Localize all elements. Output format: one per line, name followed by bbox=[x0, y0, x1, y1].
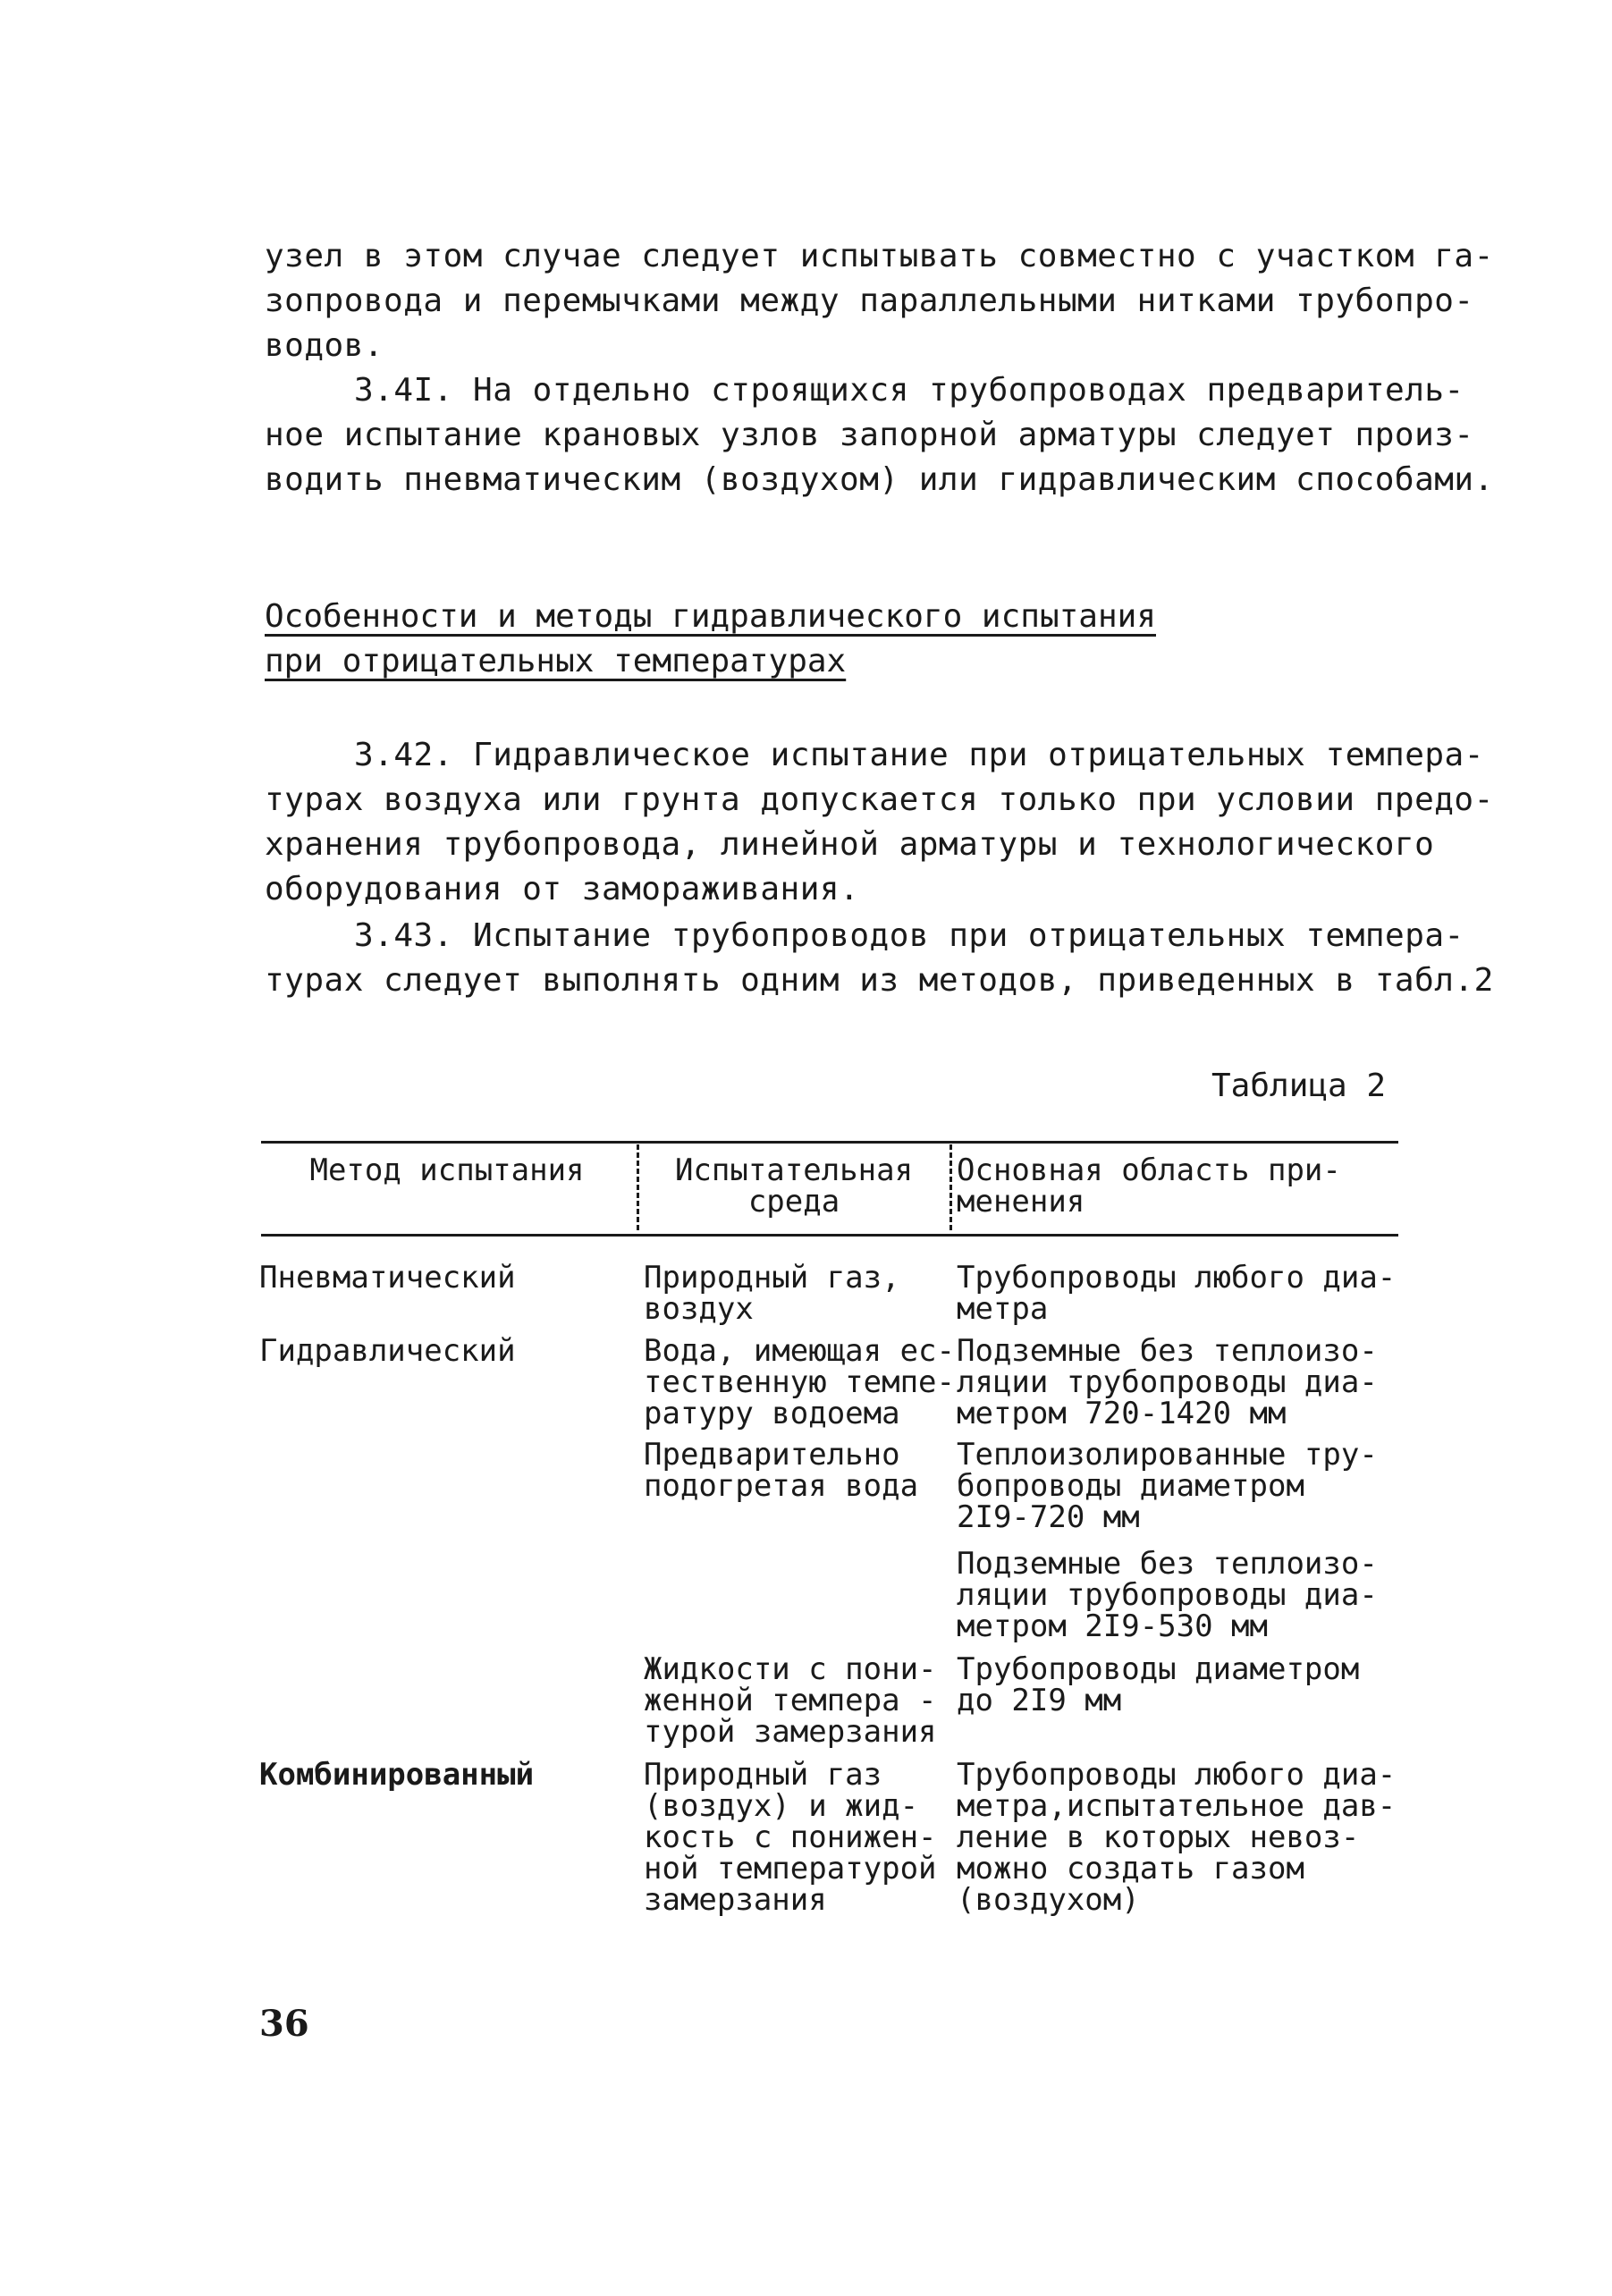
table-header-rule bbox=[261, 1234, 1398, 1237]
table-caption: Таблица 2 bbox=[1211, 1068, 1387, 1104]
table-cell-scope: Трубопроводы диаметром до 2I9 мм bbox=[957, 1651, 1360, 1718]
text-line: 3.42. Гидравлическое испытание при отрицательных темпера- bbox=[354, 737, 1484, 773]
table-cell-medium: Вода, имеющая ес- тественную темпе- ратуру водоема bbox=[644, 1333, 955, 1431]
text-line: водов. bbox=[265, 327, 384, 364]
section-heading: Особенности и методы гидравлического испытания bbox=[265, 598, 1156, 635]
text-line: узел в этом случае следует испытывать совместно с участком га- bbox=[265, 238, 1494, 274]
table-header-method: Метод испытания bbox=[309, 1152, 585, 1188]
table-cell-medium: Природный газ, воздух bbox=[644, 1260, 900, 1327]
text-line: турах воздуха или грунта допускается только при условии предо- bbox=[265, 781, 1494, 818]
text-line: хранения трубопровода, линейной арматуры и технологического bbox=[265, 826, 1435, 863]
table-cell-method: Комбинированный bbox=[259, 1757, 535, 1793]
column-separator bbox=[637, 1144, 639, 1230]
page-number: 36 bbox=[259, 2003, 309, 2045]
table-top-rule bbox=[261, 1141, 1398, 1144]
table-cell-medium: Природный газ (воздух) и жид- кость с понижен- ной температурой замерзания bbox=[644, 1757, 937, 1918]
text-line: зопровода и перемычками между параллельными нитками трубопро- bbox=[265, 283, 1474, 319]
table-cell-scope: Теплоизолированные тру- бопроводы диаметром 2I9-720 мм bbox=[957, 1437, 1378, 1535]
text-line: ное испытание крановых узлов запорной арматуры следует произ- bbox=[265, 417, 1474, 453]
table-header-scope: Основная область при- менения bbox=[957, 1152, 1341, 1220]
table-header-medium: Испытательная среда bbox=[674, 1152, 914, 1220]
table-cell-scope: Подземные без теплоизо- ляции трубопроводы диа- метром 2I9-530 мм bbox=[957, 1546, 1378, 1644]
table-cell-scope: Трубопроводы любого диа- метра,испытательное дав- ление в которых невоз- можно создать газом (воздухом) bbox=[957, 1757, 1397, 1918]
text-line: 3.4I. На отдельно строящихся трубопроводах предваритель- bbox=[354, 372, 1464, 409]
text-line: турах следует выполнять одним из методов, приведенных в табл.2 bbox=[265, 962, 1494, 999]
text-line: 3.43. Испытание трубопроводов при отрицательных темпера- bbox=[354, 917, 1464, 954]
column-separator bbox=[949, 1144, 952, 1230]
table-cell-method: Гидравлический bbox=[259, 1333, 516, 1369]
table-cell-scope: Подземные без теплоизо- ляции трубопроводы диа- метром 720-1420 мм bbox=[957, 1333, 1378, 1431]
text-line: водить пневматическим (воздухом) или гидравлическим способами. bbox=[265, 461, 1494, 498]
table-cell-method: Пневматический bbox=[259, 1260, 516, 1296]
table-cell-medium: Жидкости с пони- женной темпера - турой замерзания bbox=[644, 1651, 937, 1750]
table-cell-medium: Предварительно подогретая вода bbox=[644, 1437, 919, 1504]
text-line: оборудования от замораживания. bbox=[265, 871, 860, 907]
section-heading: при отрицательных температурах bbox=[265, 643, 847, 680]
table-cell-scope: Трубопроводы любого диа- метра bbox=[957, 1260, 1397, 1327]
